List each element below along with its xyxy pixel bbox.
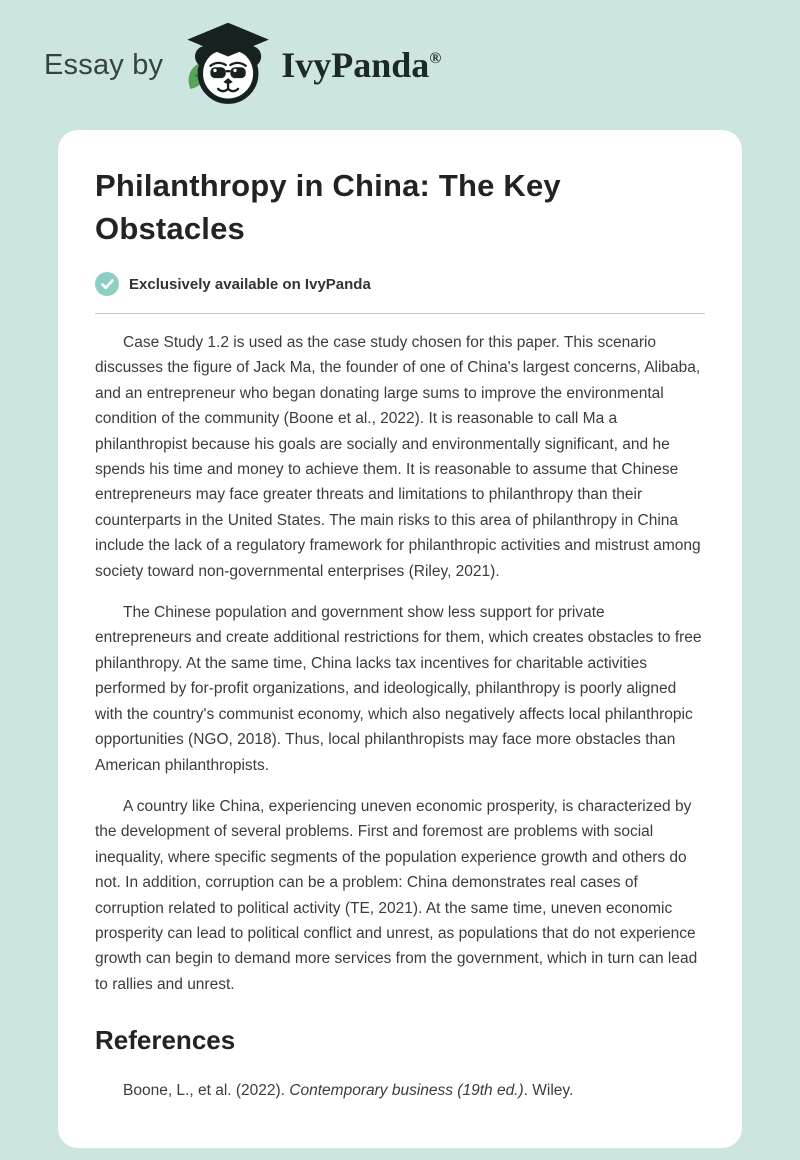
registered-mark: ® (429, 50, 442, 67)
essay-paragraph-1: Case Study 1.2 is used as the case study chosen for this paper. This scenario discusses the figure of Jack Ma, the founder of one of China's largest concerns, Alibaba, and an entrepreneur who began donating large sums to improve the environmental condition of the community (Boone et al., 2022). It is reasonable to call Ma a philanthropist because his goals are socially and environmentally significant, and he spends his time and money to achieve them. It is reasonable to assume that Chinese entrepreneurs may face greater threats and limitations to philanthropy than their counterparts in the United States. The main risks to this area of philanthropy in China include the lack of a regulatory framework for philanthropic activities and mistrust among society toward non-governmental enterprises (Riley, 2021). (95, 334, 701, 580)
divider (95, 313, 705, 314)
essay-card (58, 130, 742, 1148)
ivypanda-logo-link[interactable] (175, 20, 441, 110)
essay-by-label: Essay by (44, 48, 164, 81)
brand-name: IvyPanda® (281, 45, 442, 85)
exclusive-badge-label: Exclusively available on IvyPanda (129, 275, 371, 293)
site-header (0, 0, 800, 130)
reference-prefix: Boone, L., et al. (2022). (123, 1082, 290, 1100)
reference-suffix: . Wiley. (523, 1082, 574, 1100)
check-icon (95, 272, 119, 296)
reference-entry (95, 1078, 705, 1103)
exclusive-badge (95, 272, 705, 296)
essay-paragraph-2: The Chinese population and government show less support for private entrepreneurs and create additional restrictions for them, which creates obstacles to free philanthropy. At the same time, China lacks tax incentives for charitable activities performed by for-profit organizations, and ideologically, philanthropy is poorly aligned with the country's communist economy, which also negatively affects local philanthropic opportunities (NGO, 2018). Thus, local philanthropists may face more obstacles than American philanthropists. (95, 604, 702, 774)
essay-paragraph-3: A country like China, experiencing uneven economic prosperity, is characterized by the development of several problems. First and foremost are problems with social inequality, where specific segments of the population experience growth and others do not. In addition, corruption can be a problem: China demonstrates real cases of corruption related to political activity (TE, 2021). At the same time, uneven economic prosperity can lead to political conflict and unrest, as populations that do not experience growth can begin to demand more services from the government, which in turn can lead to rallies and unrest. (95, 797, 698, 993)
reference-title-italic: Contemporary business (19th ed.) (289, 1082, 524, 1100)
references-heading: References (95, 1025, 236, 1056)
panda-graduate-logo-icon (175, 20, 275, 110)
page-title: Philanthropy in China: The Key Obstacles (95, 168, 561, 246)
